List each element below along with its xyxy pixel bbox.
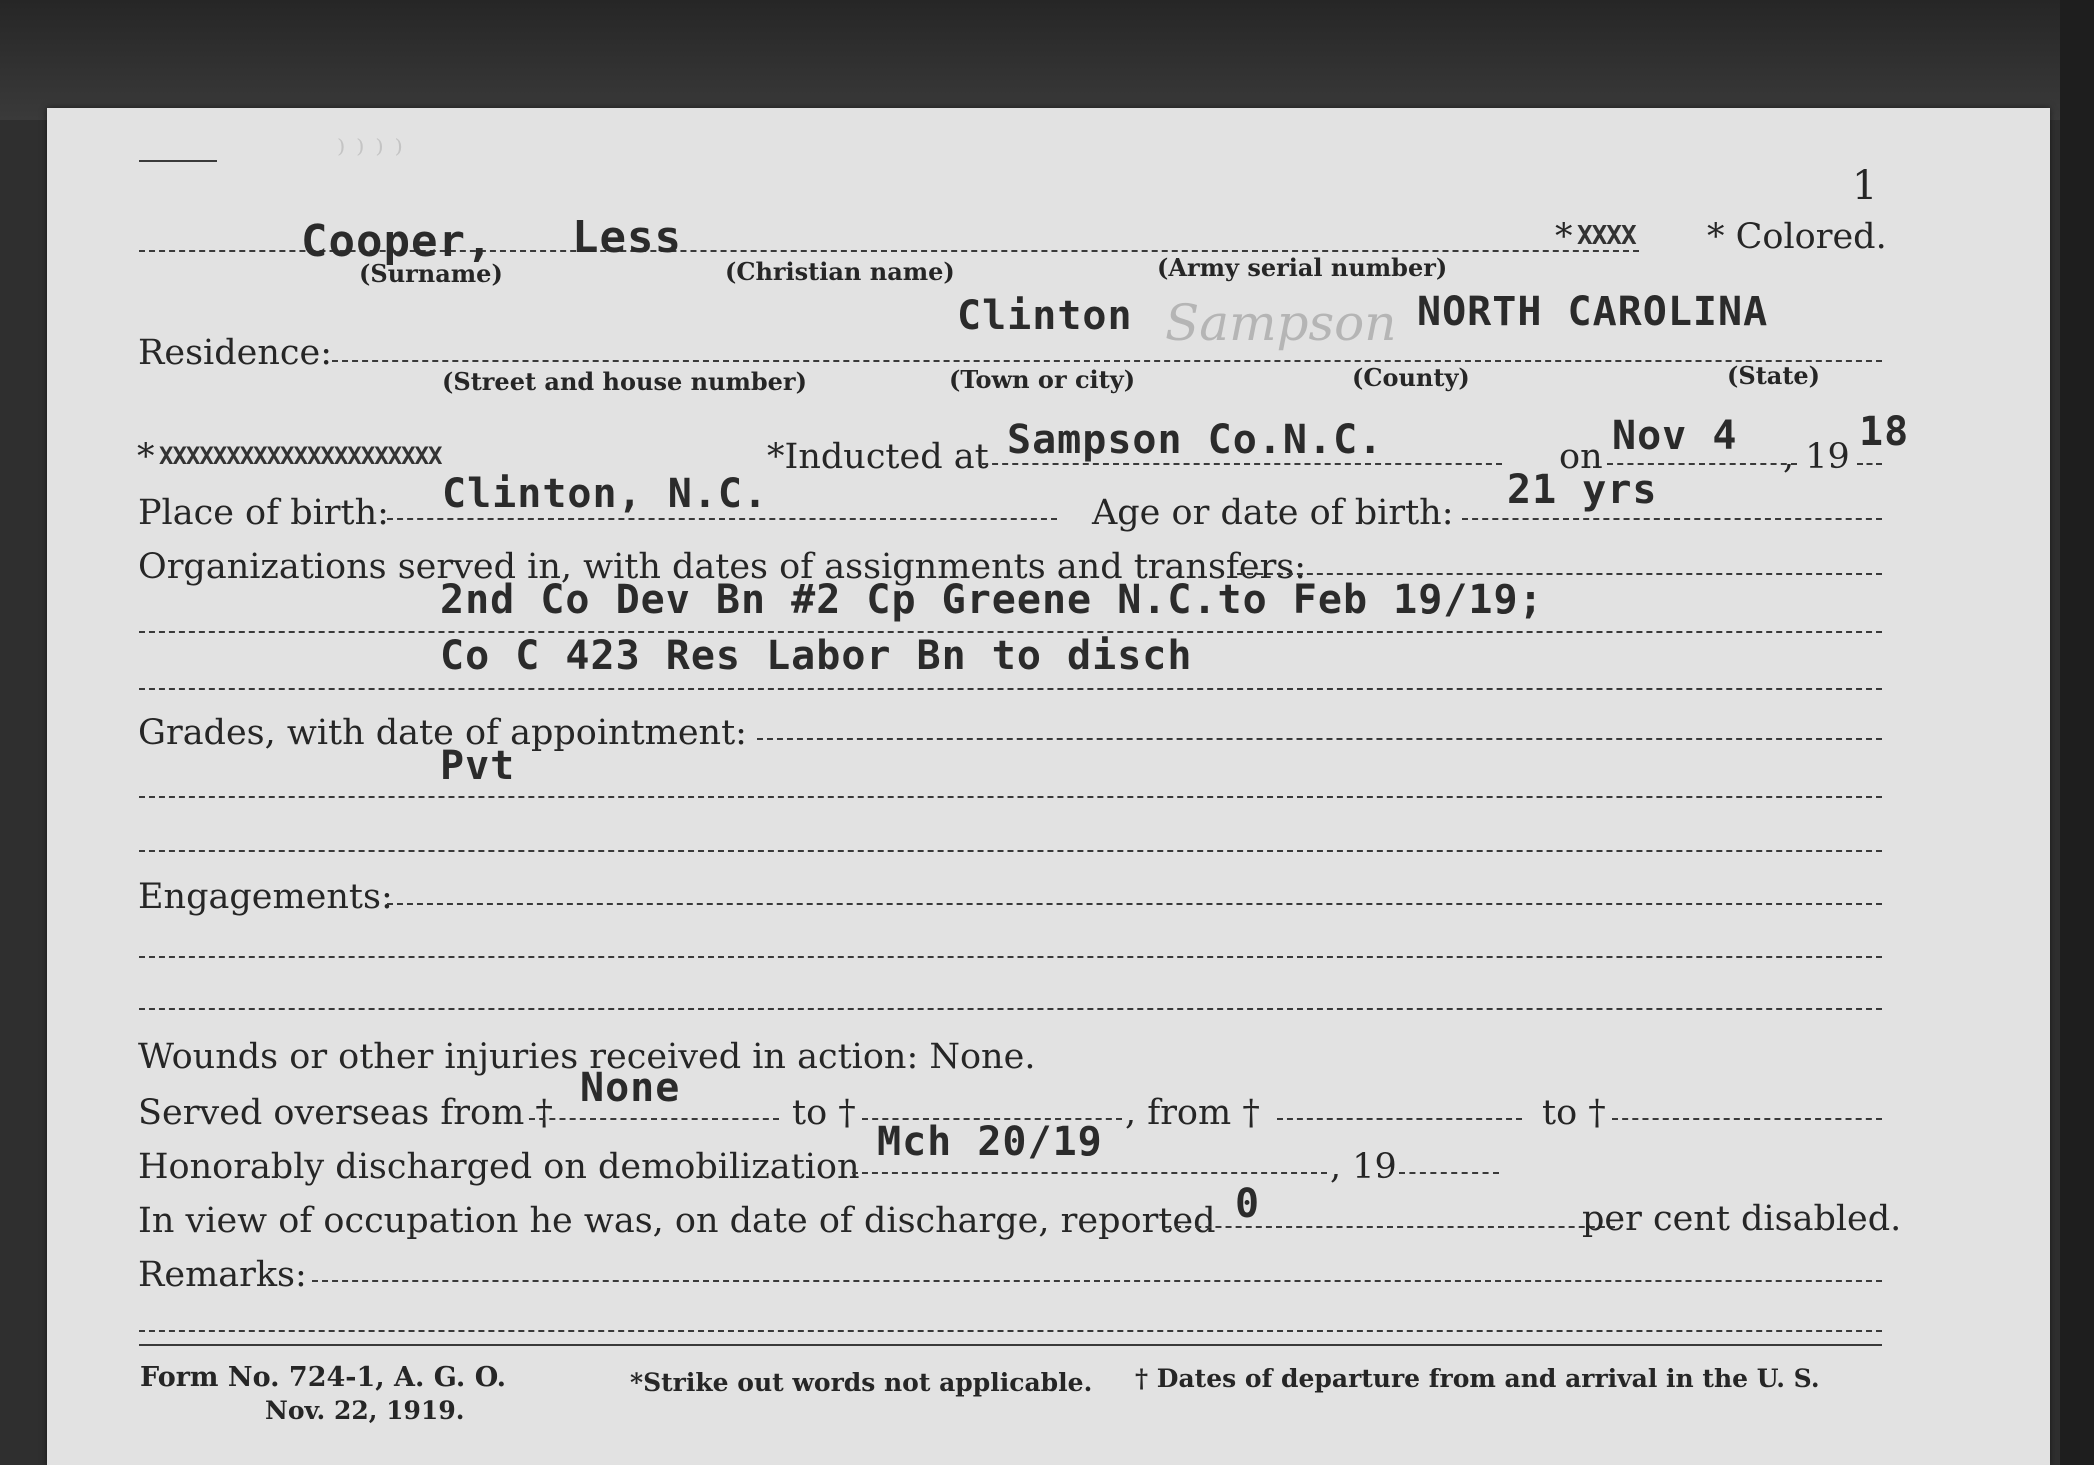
state-caption: (State) <box>1727 361 1821 390</box>
per-cent-disabled-label: per cent disabled. <box>1582 1199 1902 1239</box>
organizations-line-3 <box>139 688 1882 690</box>
inducted-year-value: 18 <box>1859 409 1910 455</box>
faint-stamp-mark: ⁾ ⁾ ⁾ ⁾ <box>337 133 403 173</box>
overseas-from-line-2 <box>1277 1118 1522 1120</box>
inducted-date-line <box>1607 463 1797 465</box>
age-label: Age or date of birth: <box>1092 493 1454 533</box>
overseas-from-line <box>529 1118 779 1120</box>
scan-background <box>0 0 2094 120</box>
organizations-label: Organizations served in, with dates of assignments and transfers: <box>138 547 1307 587</box>
county-caption: (County) <box>1352 363 1470 392</box>
christian-name-caption: (Christian name) <box>725 257 955 286</box>
inducted-year-prefix: , 19 <box>1783 437 1850 477</box>
grade-value: Pvt <box>440 743 516 789</box>
served-overseas-from-value: None <box>580 1065 681 1111</box>
top-left-rule <box>139 160 217 162</box>
to-label-2: to † <box>1542 1093 1606 1133</box>
occupation-label: In view of occupation he was, on date of discharge, reported <box>138 1201 1216 1241</box>
place-of-birth-label: Place of birth: <box>138 493 389 533</box>
inducted-on-value: Nov 4 <box>1612 413 1738 459</box>
organization-2-value: Co C 423 Res Labor Bn to disch <box>440 633 1193 679</box>
form-date: Nov. 22, 1919. <box>265 1396 465 1425</box>
to-label-1: to † <box>792 1093 856 1133</box>
honorably-discharged-label: Honorably discharged on demobilization <box>138 1147 860 1187</box>
grades-line-2 <box>139 796 1882 798</box>
army-serial-caption: (Army serial number) <box>1157 253 1448 282</box>
enlisted-prefix: * <box>137 437 155 477</box>
discharged-on-value: Mch 20/19 <box>877 1119 1103 1165</box>
surname-value: Cooper, <box>301 216 494 267</box>
wounds-label: Wounds or other injuries received in action: None. <box>138 1037 1036 1077</box>
county-handwritten-value: Sampson <box>1165 294 1397 352</box>
form-number: Form No. 724-1, A. G. O. <box>140 1362 507 1393</box>
inducted-year-line <box>1857 463 1882 465</box>
footer-rule <box>139 1344 1882 1346</box>
percent-disabled-line <box>1165 1226 1615 1228</box>
surname-caption: (Surname) <box>359 259 503 288</box>
engagements-line-3 <box>139 1008 1882 1010</box>
inducted-at-line <box>982 463 1502 465</box>
organization-1-value: 2nd Co Dev Bn #2 Cp Greene N.C.to Feb 19/19; <box>440 577 1544 623</box>
christian-name-value: Less <box>572 212 682 263</box>
remarks-line-2 <box>139 1330 1882 1332</box>
strike-out-note: *Strike out words not applicable. <box>630 1368 1093 1397</box>
dagger-note: † Dates of departure from and arrival in the U. S. <box>1135 1364 1820 1393</box>
discharge-year-prefix: , 19 <box>1330 1147 1397 1187</box>
discharge-year-line <box>1399 1172 1499 1174</box>
street-caption: (Street and house number) <box>442 367 807 396</box>
from-label: , from † <box>1125 1093 1260 1133</box>
engagements-line-2 <box>139 956 1882 958</box>
place-of-birth-value: Clinton, N.C. <box>442 471 769 517</box>
race-white-struck: XXXX <box>1577 221 1636 251</box>
served-overseas-label: Served overseas from † <box>138 1093 553 1133</box>
remarks-line-1 <box>312 1280 1882 1282</box>
residence-label: Residence: <box>138 333 332 373</box>
state-value: NORTH CAROLINA <box>1417 289 1769 335</box>
inducted-at-value: Sampson Co.N.C. <box>1007 417 1384 463</box>
scan-background-edge <box>2060 0 2094 1465</box>
enlisted-struck-text: XXXXXXXXXXXXXXXXXXXXX <box>159 442 442 470</box>
percent-disabled-value: 0 <box>1235 1181 1261 1227</box>
on-label: on <box>1559 437 1603 477</box>
town-caption: (Town or city) <box>949 365 1136 394</box>
organizations-line-1 <box>1237 573 1882 575</box>
place-of-birth-line <box>387 518 1057 520</box>
discharge-date-line <box>852 1172 1327 1174</box>
race-colored-label: * Colored. <box>1707 217 1887 257</box>
grades-line-3 <box>139 850 1882 852</box>
service-record-card <box>47 108 2050 1465</box>
grades-label: Grades, with date of appointment: <box>138 713 747 753</box>
race-prefix: * <box>1555 217 1573 257</box>
overseas-to-line-2 <box>1612 1118 1882 1120</box>
engagements-label: Engagements: <box>138 877 393 917</box>
age-line <box>1462 518 1882 520</box>
town-value: Clinton <box>957 293 1133 339</box>
grades-line-1 <box>757 738 1882 740</box>
engagements-line-1 <box>387 903 1882 905</box>
inducted-at-label: *Inducted at <box>767 437 989 477</box>
card-number: 1 <box>1852 163 1878 209</box>
age-value: 21 yrs <box>1507 467 1658 513</box>
remarks-label: Remarks: <box>138 1255 307 1295</box>
residence-line <box>332 360 1882 362</box>
